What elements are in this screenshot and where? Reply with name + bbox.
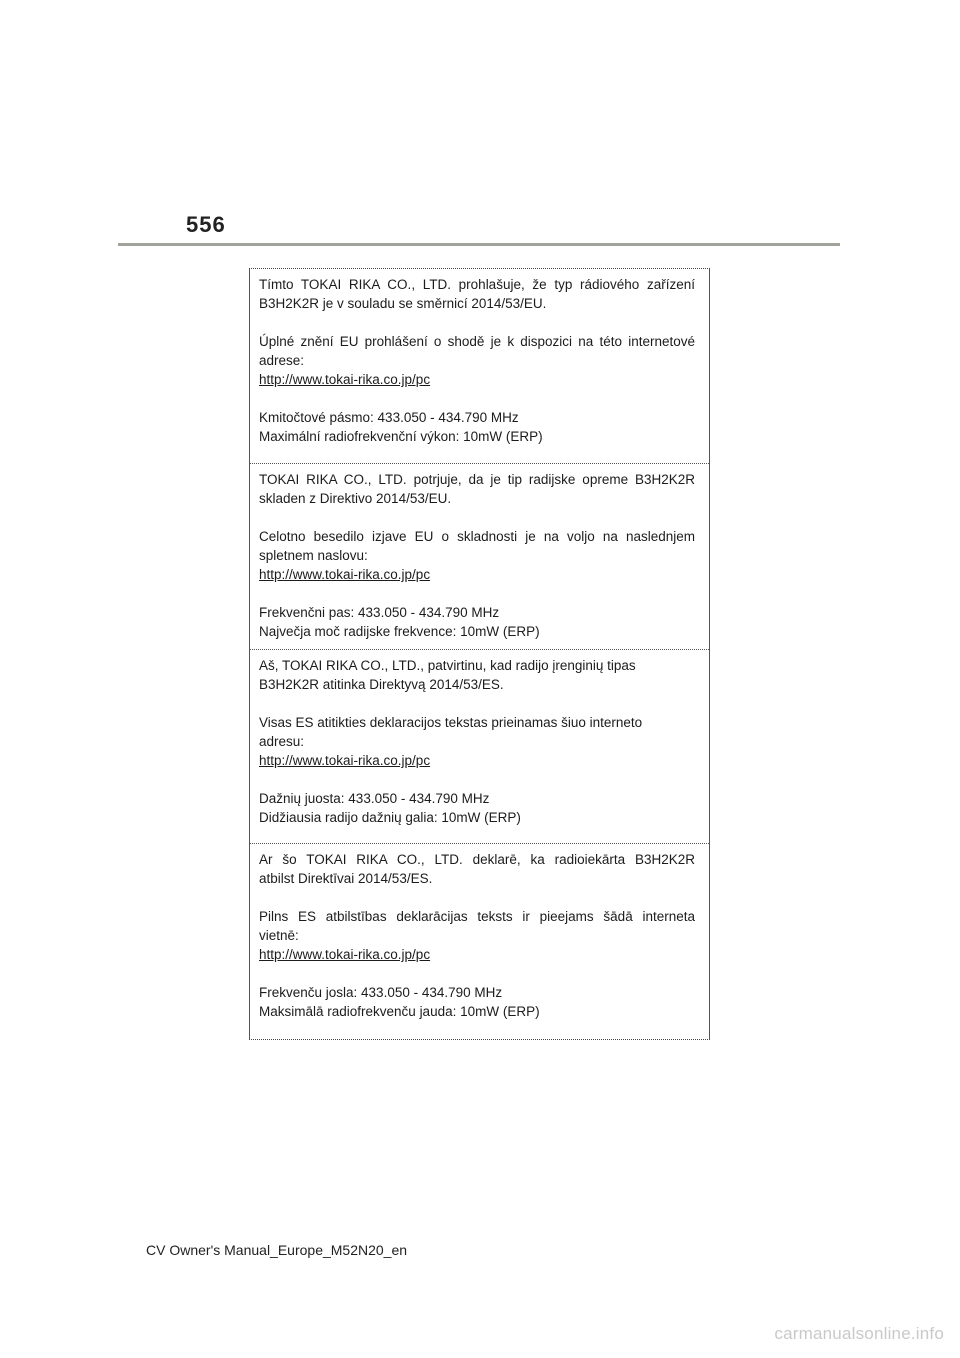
- fulltext-line: adrese:: [259, 353, 305, 368]
- header-rule: [118, 243, 840, 246]
- declaration-box: [249, 268, 710, 1040]
- fulltext-line: spletnem naslovu:: [259, 548, 368, 563]
- frequency-band: Frekvenču josla: 433.050 - 434.790 MHz: [259, 985, 503, 1000]
- page-number: 556: [186, 212, 226, 237]
- frequency-band: Kmitočtové pásmo: 433.050 - 434.790 MHz: [259, 410, 519, 425]
- statement-line: Aš, TOKAI RIKA CO., LTD., patvirtinu, kad radijo įrenginių tipas: [259, 658, 636, 673]
- statement-line: B3H2K2R je v souladu se směrnicí 2014/53/EU.: [259, 296, 547, 311]
- frequency-band: Dažnių juosta: 433.050 - 434.790 MHz: [259, 791, 490, 806]
- watermark-text: carmanualsonline.info: [774, 1324, 944, 1343]
- statement-line: Tímto TOKAI RIKA CO., LTD. prohlašuje, že typ rádiového zařízení: [259, 277, 695, 292]
- frequency-band: Frekvenčni pas: 433.050 - 434.790 MHz: [259, 605, 500, 620]
- declaration-url: http://www.tokai-rika.co.jp/pc: [259, 947, 431, 962]
- fulltext-line: Úplné znění EU prohlášení o shodě je k dispozici na této internetové: [259, 334, 695, 349]
- declaration-czech: [250, 269, 709, 463]
- declaration-latvian: [250, 843, 709, 1041]
- statement-line: TOKAI RIKA CO., LTD. potrjuje, da je tip radijske opreme B3H2K2R: [259, 472, 695, 487]
- fulltext-line: vietnē:: [259, 928, 299, 943]
- fulltext-line: Visas ES atitikties deklaracijos tekstas prieinamas šiuo interneto: [259, 715, 643, 730]
- fulltext-line: Pilns ES atbilstības deklarācijas teksts ir pieejams šādā interneta: [259, 909, 695, 924]
- max-power: Didžiausia radijo dažnių galia: 10mW (ERP): [259, 810, 521, 825]
- statement-line: skladen z Direktivo 2014/53/EU.: [259, 491, 452, 506]
- fulltext-line: adresu:: [259, 734, 305, 749]
- max-power: Maksimālā radiofrekvenču jauda: 10mW (ERP): [259, 1004, 540, 1019]
- statement-line: Ar šo TOKAI RIKA CO., LTD. deklarē, ka radioiekārta B3H2K2R: [259, 852, 695, 867]
- declaration-slovenian: [250, 463, 709, 649]
- manual-footer: CV Owner's Manual_Europe_M52N20_en: [146, 1242, 408, 1258]
- declaration-url: http://www.tokai-rika.co.jp/pc: [259, 567, 431, 582]
- statement-line: atbilst Direktīvai 2014/53/ES.: [259, 871, 433, 886]
- declaration-url: http://www.tokai-rika.co.jp/pc: [259, 372, 431, 387]
- declaration-url: http://www.tokai-rika.co.jp/pc: [259, 753, 431, 768]
- declaration-lithuanian: [250, 649, 709, 843]
- max-power: Maximální radiofrekvenční výkon: 10mW (ERP): [259, 429, 543, 444]
- fulltext-line: Celotno besedilo izjave EU o skladnosti je na voljo na naslednjem: [259, 529, 695, 544]
- max-power: Največja moč radijske frekvence: 10mW (ERP): [259, 624, 540, 639]
- statement-line: B3H2K2R atitinka Direktyvą 2014/53/ES.: [259, 677, 504, 692]
